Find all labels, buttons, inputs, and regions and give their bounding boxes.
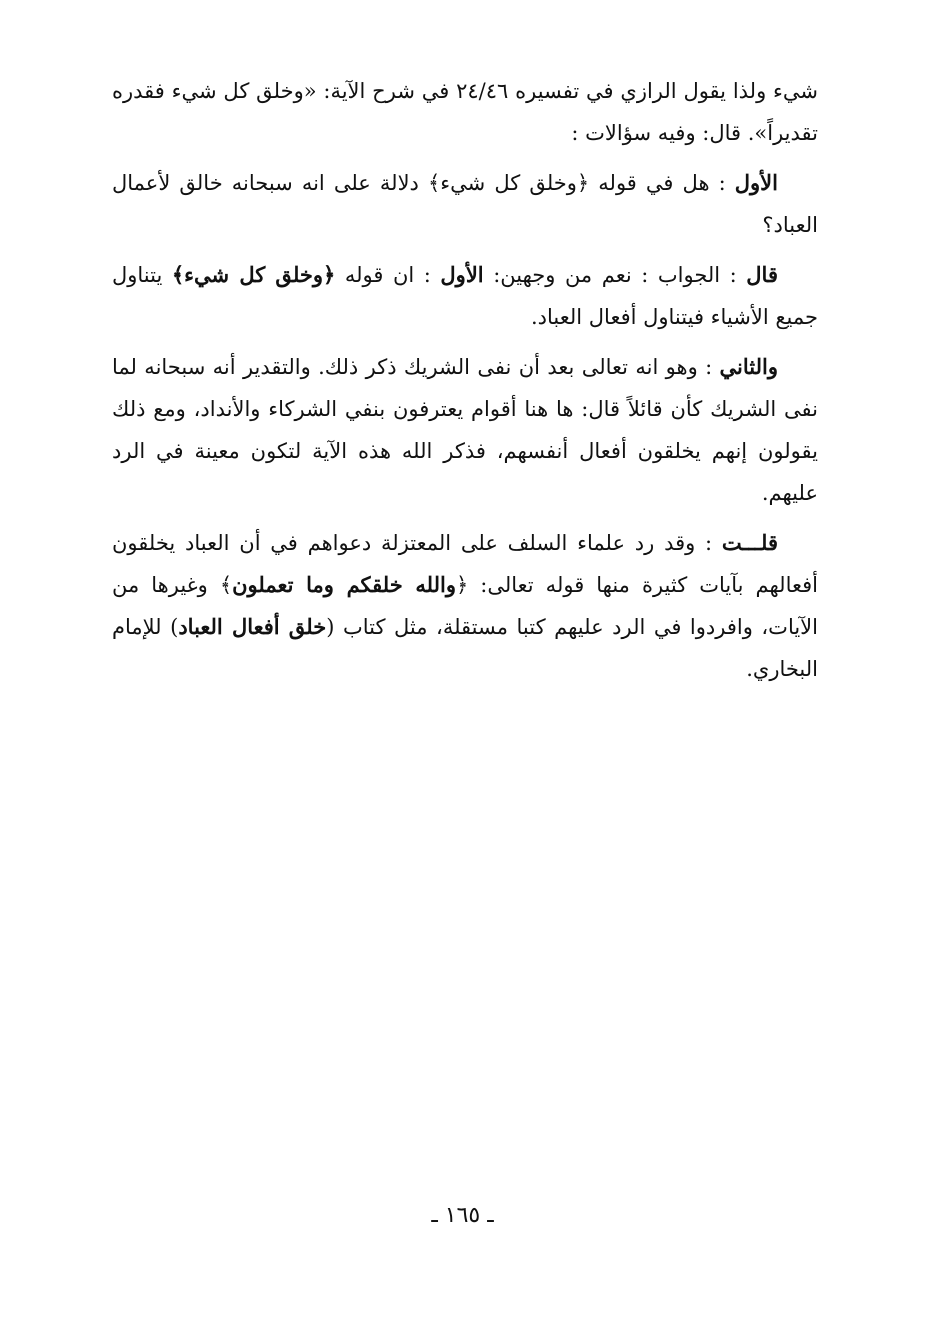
bold-term: ﴿وخلق كل شيء﴾ [171,262,336,287]
page-number: ـ ١٦٥ ـ [431,1203,494,1228]
paragraph-p3 [112,254,818,338]
bold-term: الأول [734,170,778,195]
body-text [112,70,818,698]
paragraph-p2 [112,162,818,246]
bold-term: والله خلقكم وما تعملون [232,572,456,597]
text-segment: ) للإمام البخاري. [112,615,818,681]
text-segment: : الجواب : نعم من وجهين: [483,263,747,287]
paragraph-p4 [112,346,818,514]
bold-term: خلق أفعال العباد [178,614,327,639]
paragraph-p5 [112,522,818,690]
bold-term: والثاني [719,354,778,379]
bold-term: قال [746,262,778,287]
text-segment: : هل في قوله ﴿وخلق كل شيء﴾ دلالة على انه سبحانه خالق لأعمال العباد؟ [112,171,818,237]
text-segment: ﴾ وغيرها من الآيات، وافردوا في الرد عليهم كتبا مستقلة، مثل كتاب ( [112,573,818,639]
bold-term: الأول [440,262,484,287]
bold-term: قلـــت [721,530,778,555]
paragraph-p1 [112,70,818,154]
text-segment: شيء ولذا يقول الرازي في تفسيره ٢٤/٤٦ في شرح الآية: «وخلق كل شيء فقدره تقديراً». قال: وفيه سؤالات : [112,79,819,145]
text-segment: : وقد رد علماء السلف على المعتزلة دعواهم في أن العباد يخلقون أفعالهم بآيات كثيرة منها قوله تعالى: ﴿ [112,531,818,597]
text-segment: يتناول جميع الأشياء فيتناول أفعال العباد. [112,263,818,329]
text-segment: : ان قوله [335,263,441,287]
text-segment: : وهو انه تعالى بعد أن نفى الشريك ذكر ذلك. والتقدير أنه سبحانه لما نفى الشريك كأن قائلاً قال: ها هنا أقوام يعترفون بنفي الشركاء والأنداد، ومع ذلك يقولون إنهم يخلقون أفعال أنفسهم، فذكر الله هذه الآية لتكون معينة في الرد عليهم. [112,355,818,505]
